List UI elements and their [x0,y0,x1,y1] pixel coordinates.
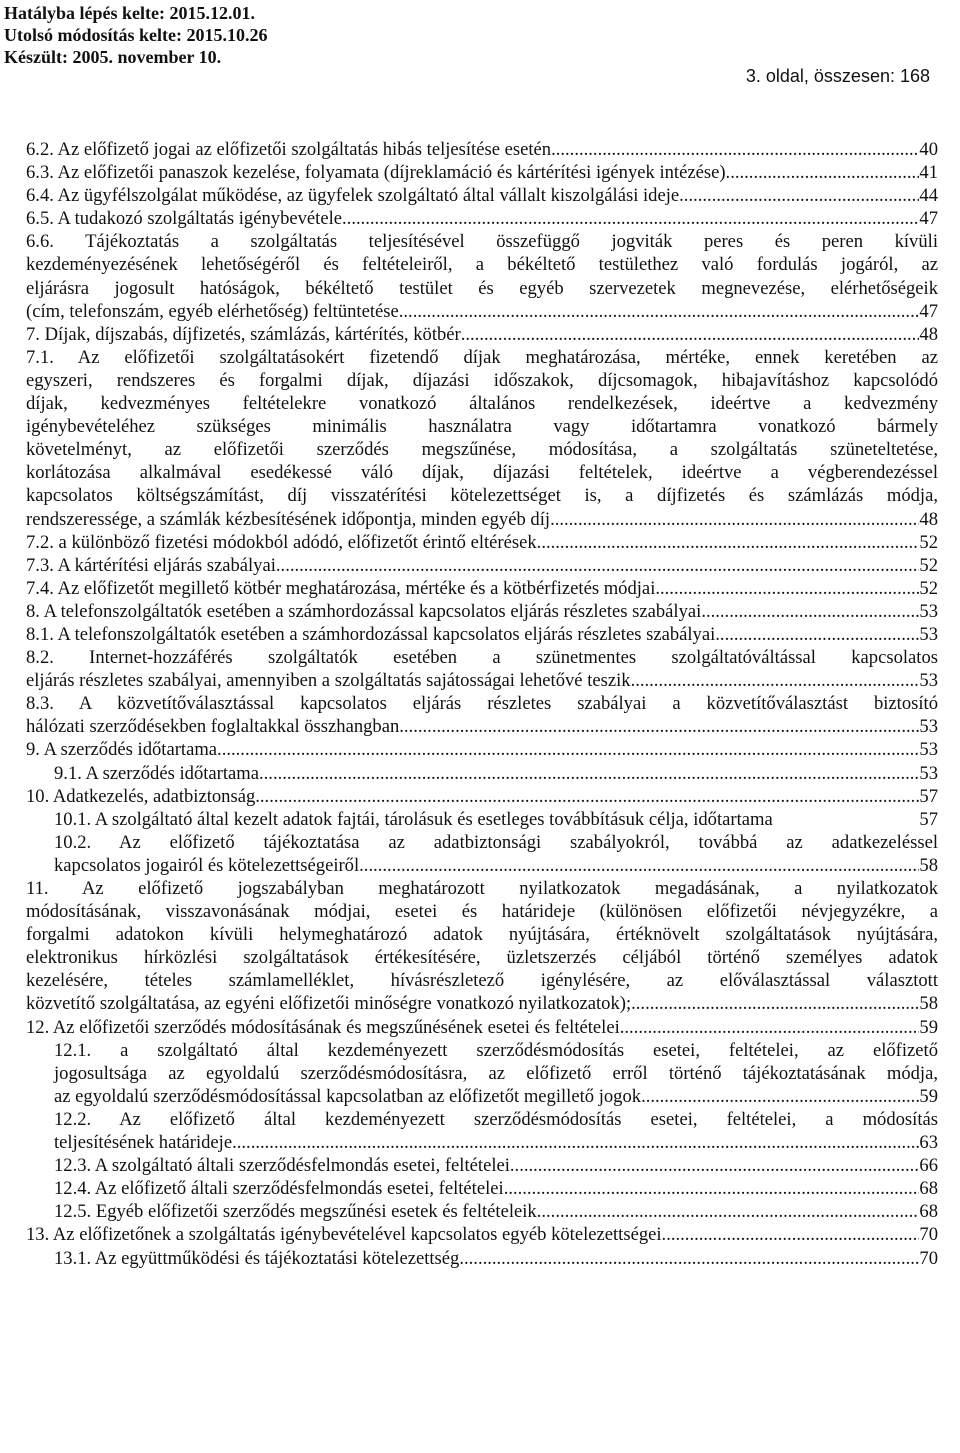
toc-page-number: 53 [919,623,938,645]
toc-page-number: 53 [919,762,938,784]
toc-page-number: 48 [919,508,938,530]
toc-entry-title: az egyoldalú szerződésmódosítással kapcsolatban az előfizetőt megillető jogok [54,1085,642,1107]
toc-entry[interactable] [26,1108,938,1154]
toc-page-number: 53 [919,716,938,738]
toc-page-number: 52 [919,554,938,576]
toc-entry-line: kezdeményezésének lehetőségéről és feltételeiről, a békéltető testülethez való fordulás jogáról, az [26,254,938,276]
toc-entry[interactable] [26,161,938,184]
table-of-contents [26,138,938,1270]
toc-entry-line: egyszeri, rendszeres és forgalmi díjak, díjazási időszakok, díjcsomagok, hibajavításhoz kapcsolódó [26,369,938,391]
toc-dot-leader [259,762,919,785]
toc-page-number: 44 [919,185,938,207]
toc-entry[interactable] [26,207,938,230]
toc-entry-title: 13.1. Az együttműködési és tájékoztatási kötelezettség [54,1247,460,1269]
toc-dot-leader [255,785,919,808]
toc-page-number: 68 [919,1201,938,1223]
toc-page-number: 53 [919,739,938,761]
toc-entry-title: kapcsolatos jogairól és kötelezettségeiről [54,854,360,876]
toc-entry[interactable] [26,230,938,322]
toc-page-number: 57 [919,808,938,830]
toc-entry-line: 12.1. a szolgáltató által kezdeményezett szerződésmódosítás esetei, feltételei, az előfizető [54,1039,938,1061]
toc-entry[interactable] [26,831,938,877]
toc-dot-leader [679,184,919,207]
toc-dot-leader [655,577,919,600]
toc-entry-title: 8.1. A telefonszolgáltatók esetében a számhordozással kapcsolatos eljárás részletes szabályai [26,623,716,645]
toc-entry-line: 8.3. A közvetítőválasztással kapcsolatos eljárás részletes szabályai a közvetítőválasztást biztosító [26,693,938,715]
toc-entry-title: 8. A telefonszolgáltatók esetében a számhordozással kapcsolatos eljárás részletes szabályai [26,600,702,622]
toc-entry-title: 13. Az előfizetőnek a szolgáltatás igénybevételével kapcsolatos egyéb kötelezettségei [26,1224,662,1246]
toc-entry-title: 12. Az előfizetői szerződés módosításának és megszűnésének esetei és feltételei [26,1016,620,1038]
toc-entry[interactable] [26,692,938,738]
toc-dot-leader [726,161,920,184]
toc-dot-leader [641,1085,919,1108]
toc-entry-line: igénybevételéhez szükséges minimális használatra vagy időtartamra vonatkozó bármely [26,416,938,438]
toc-dot-leader [631,669,920,692]
document-header [4,2,268,68]
toc-page-number: 52 [919,531,938,553]
toc-entry-title: eljárás részletes szabályai, amennyiben a szolgáltatás sajátosságai lehetővé teszik [26,670,631,692]
toc-entry-line: 11. Az előfizető jogszabályban meghatározott nyilatkozatok megadásának, a nyilatkozatok [26,878,938,899]
toc-entry[interactable] [26,600,938,623]
toc-entry-title: hálózati szerződésekben foglaltakkal összhangban [26,716,400,738]
toc-entry[interactable] [26,1200,938,1223]
toc-entry[interactable] [26,184,938,207]
toc-page-number: 47 [919,300,938,322]
toc-dot-leader [217,738,919,761]
toc-entry-title: teljesítésének határideje [54,1132,233,1154]
toc-dot-leader [459,1247,919,1270]
toc-page-number: 58 [919,854,938,876]
toc-entry-title: 12.4. Az előfizető általi szerződésfelmondás esetei, feltételei [54,1178,504,1200]
toc-entry[interactable] [26,785,938,808]
toc-entry[interactable] [26,877,938,1016]
toc-dot-leader [550,508,919,531]
toc-dot-leader [631,992,919,1015]
toc-dot-leader [359,854,919,877]
toc-page-number: 48 [919,323,938,345]
toc-entry[interactable] [26,762,938,785]
toc-entry-line: 10.2. Az előfizető tájékoztatása az adatbiztonsági szabályokról, továbbá az adatkezeléssel [54,831,938,853]
toc-entry[interactable] [26,1154,938,1177]
toc-entry-title: 7. Díjak, díjszabás, díjfizetés, számlázás, kártérítés, kötbér [26,323,461,345]
toc-page-number: 53 [919,670,938,692]
toc-entry[interactable] [26,646,938,692]
toc-entry-line: kapcsolatos költségszámítást, díj visszatérítési kötelezettséget is, a díjfizetés és számlázás módja, [26,485,938,507]
toc-entry[interactable] [26,1177,938,1200]
toc-entry-title: 6.2. Az előfizető jogai az előfizetői szolgáltatás hibás teljesítése esetén [26,139,552,160]
toc-entry-line: korlátozása alkalmával esedékessé váló díjak, díjazási feltételek, ideértve a végberendezéssel [26,462,938,484]
toc-entry-title: 6.3. Az előfizetői panaszok kezelése, folyamata (díjreklamáció és kártérítési igények intézése) [26,162,726,184]
toc-page-number: 57 [919,785,938,807]
toc-entry-title: 7.3. A kártérítési eljárás szabályai [26,554,276,576]
toc-entry-line: 6.6. Tájékoztatás a szolgáltatás teljesítésével összefüggő jogviták peres és peren kívüli [26,231,938,253]
toc-entry-line: 8.2. Internet-hozzáférés szolgáltatók esetében a szünetmentes szolgáltatóváltással kapcsolatos [26,647,938,669]
toc-dot-leader [276,554,920,577]
toc-page-number: 70 [919,1247,938,1269]
toc-entry[interactable] [26,1223,938,1246]
toc-entry[interactable] [26,623,938,646]
toc-entry[interactable] [26,346,938,531]
toc-dot-leader [232,1131,919,1154]
toc-dot-leader [620,1016,920,1039]
toc-entry-title: rendszeressége, a számlák kézbesítésének időpontja, minden egyéb díj [26,508,551,530]
toc-entry-title: 6.4. Az ügyfélszolgálat működése, az ügyfelek szolgáltató által vállalt kiszolgálási ideje [26,185,680,207]
toc-entry[interactable] [26,1039,938,1108]
toc-entry-line: forgalmi adatokon kívüli helymeghatározó adatok nyújtására, értéknövelt szolgáltatások nyújtására, [26,924,938,946]
toc-dot-leader [715,623,919,646]
toc-entry-title: 6.5. A tudakozó szolgáltatás igénybevétele [26,208,343,230]
toc-entry-title: 9. A szerződés időtartama [26,739,218,761]
toc-dot-leader [342,207,919,230]
toc-entry[interactable] [26,577,938,600]
toc-entry-title: 10. Adatkezelés, adatbiztonság [26,785,256,807]
toc-entry[interactable] [26,1016,938,1039]
toc-page-number: 58 [919,993,938,1015]
toc-dot-leader [504,1177,920,1200]
toc-entry-title: közvetítő szolgáltatása, az egyéni előfizetői minőségre vonatkozó nyilatkozatok); [26,993,632,1015]
toc-page-number: 59 [919,1085,938,1107]
toc-entry-title: 7.4. Az előfizetőt megillető kötbér meghatározása, mértéke és a kötbérfizetés módjai [26,577,656,599]
toc-page-number: 63 [919,1132,938,1154]
toc-entry[interactable] [26,531,938,554]
toc-entry-line: követelményt, az előfizetői szerződés megszűnése, módosítása, a szolgáltatás szüneteltetése, [26,439,938,461]
toc-entry[interactable] [26,808,938,831]
toc-dot-leader [399,715,919,738]
toc-entry-title: 9.1. A szerződés időtartama [54,762,259,784]
toc-page-number: 40 [919,139,938,160]
toc-dot-leader [399,300,920,323]
page-indicator: 3. oldal, összesen: 168 [745,66,930,86]
toc-page-number: 41 [919,162,938,184]
effective-date: Hatályba lépés kelte: 2015.12.01. [4,3,255,23]
toc-dot-leader [537,1200,920,1223]
toc-page-number: 66 [919,1155,938,1177]
toc-entry-line: kezelésére, tételes számlamelléklet, hívásrészletező igénylésére, az előválasztással választott [26,970,938,992]
toc-entry-line: módosításának, visszavonásának módjai, esetei és határideje (különösen előfizetői névjegyzékre, a [26,901,938,923]
toc-entry-line: 7.1. Az előfizetői szolgáltatásokért fizetendő díjak meghatározása, mértéke, ennek keretében az [26,346,938,368]
toc-entry-title: 12.3. A szolgáltató általi szerződésfelmondás esetei, feltételei [54,1155,510,1177]
toc-entry-line: eljárásra jogosult hatóságok, békéltető testület és egyéb szervezetek megnevezése, elérhetőségeik [26,277,938,299]
toc-dot-leader [551,138,919,161]
toc-entry[interactable] [26,138,938,161]
toc-entry-line: elektronikus hírközlési szolgáltatások értékesítésére, üzletszerzés céljából történő személyes adatok [26,947,938,969]
toc-entry-line: jogosultsága az egyoldalú szerződésmódosításra, az előfizető erről történő tájékoztatásának módja, [54,1062,938,1084]
toc-entry-title: 12.5. Egyéb előfizetői szerződés megszűnési esetek és feltételeik [54,1201,537,1223]
created-date: Készült: 2005. november 10. [4,47,222,67]
toc-page-number: 68 [919,1178,938,1200]
toc-entry-title: 10.1. A szolgáltató által kezelt adatok fajtái, tárolásuk és esetleges továbbításuk célja, időtartama [54,808,773,830]
toc-page-number: 59 [919,1016,938,1038]
toc-entry-title: 7.2. a különböző fizetési módokból adódó, előfizetőt érintő eltérések [26,531,537,553]
toc-page-number: 52 [919,577,938,599]
toc-entry[interactable] [26,323,938,346]
toc-entry[interactable] [26,1247,938,1270]
toc-dot-leader [537,531,920,554]
toc-entry-title: (cím, telefonszám, egyéb elérhetőség) feltüntetése [26,300,399,322]
toc-entry[interactable] [26,738,938,761]
toc-page-number: 53 [919,600,938,622]
toc-page-number: 70 [919,1224,938,1246]
toc-dot-leader [701,600,919,623]
toc-dot-leader [461,323,920,346]
toc-entry[interactable] [26,554,938,577]
toc-entry-line: díjak, kedvezményes feltételekre vonatkozó általános rendelkezések, ideértve a kedvezmény [26,393,938,415]
toc-page-number: 47 [919,208,938,230]
toc-dot-leader [510,1154,920,1177]
last-modified-date: Utolsó módosítás kelte: 2015.10.26 [4,25,268,45]
toc-dot-leader [662,1223,920,1246]
toc-entry-line: 12.2. Az előfizető által kezdeményezett szerződésmódosítás esetei, feltételei, a módosítás [54,1108,938,1130]
